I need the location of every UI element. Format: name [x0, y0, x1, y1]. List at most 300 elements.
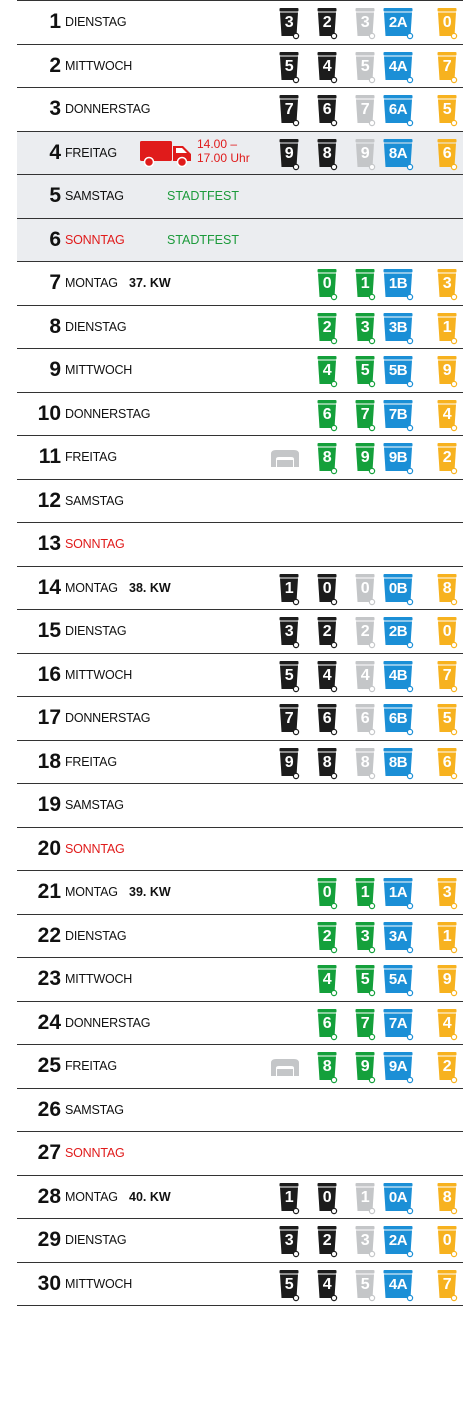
weekday-label: MITTWOCH	[65, 667, 133, 682]
day-number: 10	[37, 401, 61, 425]
gelbe-tonne-icon	[437, 443, 457, 473]
bin-district-label: 7B	[388, 405, 408, 423]
restmuell-bin-icon	[317, 1270, 337, 1300]
calendar-row	[17, 393, 463, 437]
calendar-row	[17, 1, 463, 45]
papier-bin-icon	[383, 617, 413, 647]
day-number: 5	[49, 184, 61, 208]
restmuell-bin-icon	[279, 1270, 299, 1300]
papier-bin-icon	[383, 1226, 413, 1256]
bin-district-label: 3	[284, 1232, 294, 1249]
bin-district-label: 3	[284, 623, 294, 640]
restmuell-bin-icon	[355, 52, 375, 82]
weekday-label: DONNERSTAG	[65, 406, 151, 421]
bin-district-label: 7A	[388, 1014, 408, 1032]
day-number: 29	[37, 1228, 61, 1252]
bin-district-label: 2	[322, 623, 332, 640]
calendar-row	[17, 1002, 463, 1046]
bin-district-label: 8	[442, 1188, 452, 1206]
gelbe-tonne-icon	[437, 1183, 457, 1213]
gelbe-tonne-icon	[437, 1270, 457, 1300]
collection-calendar	[17, 0, 463, 1306]
restmuell-bin-icon	[317, 52, 337, 82]
pickup-time-line: 17.00 Uhr	[197, 150, 250, 165]
calendar-row	[17, 262, 463, 306]
weekday-label: MITTWOCH	[65, 363, 133, 378]
bin-district-label: 2	[322, 318, 332, 336]
bin-district-label: 4	[442, 405, 452, 423]
bin-district-label: 0	[442, 1232, 452, 1249]
gelbe-tonne-icon	[437, 95, 457, 125]
bio-bin-icon	[317, 400, 337, 430]
calendar-row	[17, 654, 463, 698]
bio-bin-icon	[355, 878, 375, 908]
day-number: 2	[49, 53, 61, 77]
calendar-row	[17, 1263, 463, 1307]
calendar-row	[17, 306, 463, 350]
weekday-label: FREITAG	[65, 754, 117, 769]
weekday-label: SONNTAG	[65, 232, 125, 247]
bin-district-label: 3	[284, 14, 294, 31]
bin-district-label: 2	[322, 14, 332, 31]
bin-district-label: 9	[442, 971, 452, 988]
gelbe-tonne-icon	[437, 313, 457, 343]
gelbe-tonne-icon	[437, 1009, 457, 1039]
bio-bin-icon	[355, 922, 375, 952]
bin-district-label: 5A	[388, 971, 408, 988]
day-number: 4	[49, 140, 61, 164]
papier-bin-icon	[383, 704, 413, 734]
day-number: 3	[49, 97, 61, 121]
papier-bin-icon	[383, 52, 413, 82]
bin-district-label: 4	[322, 666, 332, 684]
bin-district-label: 7	[442, 57, 452, 75]
bin-district-label: 1	[360, 275, 370, 292]
calendar-row	[17, 349, 463, 393]
bin-district-label: 9	[360, 449, 370, 466]
restmuell-bin-icon	[317, 748, 337, 778]
calendar-row	[17, 132, 463, 176]
event-label: STADTFEST	[167, 189, 239, 204]
papier-bin-icon	[383, 922, 413, 952]
bin-district-label: 6	[322, 1014, 332, 1032]
restmuell-bin-icon	[355, 574, 375, 604]
weekday-label: MITTWOCH	[65, 58, 133, 73]
bin-district-label: 0	[322, 1188, 332, 1206]
bin-district-label: 7	[442, 666, 452, 684]
weekday-label: DIENSTAG	[65, 624, 127, 639]
papier-bin-icon	[383, 965, 413, 995]
calendar-row	[17, 480, 463, 524]
bin-district-label: 3	[360, 318, 370, 336]
bin-district-label: 2	[442, 1058, 452, 1075]
restmuell-bin-icon	[317, 704, 337, 734]
bio-bin-icon	[355, 269, 375, 299]
day-number: 8	[49, 314, 61, 338]
bin-district-label: 1	[442, 927, 452, 945]
weekday-label: SAMSTAG	[65, 798, 124, 813]
gelbe-tonne-icon	[437, 617, 457, 647]
weekday-label: SONNTAG	[65, 537, 125, 552]
bin-district-label: 0A	[388, 1188, 408, 1206]
bin-district-label: 0	[322, 275, 332, 292]
day-number: 18	[37, 749, 61, 773]
weekday-label: DONNERSTAG	[65, 102, 151, 117]
bin-district-label: 5	[442, 101, 452, 118]
gelbe-tonne-icon	[437, 878, 457, 908]
bin-district-label: 6	[322, 405, 332, 423]
truck-icon	[140, 141, 192, 167]
day-number: 1	[49, 10, 61, 34]
bin-district-label: 2A	[388, 1232, 408, 1249]
day-number: 27	[37, 1141, 61, 1165]
papier-bin-icon	[383, 95, 413, 125]
restmuell-bin-icon	[355, 617, 375, 647]
restmuell-bin-icon	[279, 661, 299, 691]
weekday-label: SAMSTAG	[65, 1102, 124, 1117]
bin-district-label: 4	[322, 362, 332, 379]
day-number: 21	[37, 880, 61, 904]
bin-district-label: 2	[360, 623, 370, 640]
bin-district-label: 3	[360, 14, 370, 31]
calendar-row	[17, 567, 463, 611]
papier-bin-icon	[383, 574, 413, 604]
restmuell-bin-icon	[355, 95, 375, 125]
calendar-row	[17, 828, 463, 872]
bin-district-label: 8	[322, 753, 332, 771]
bin-district-label: 3	[442, 884, 452, 901]
weekday-label: DONNERSTAG	[65, 1015, 151, 1030]
bin-district-label: 0	[322, 579, 332, 597]
bin-district-label: 4	[360, 666, 370, 684]
bin-district-label: 8	[322, 144, 332, 162]
bin-district-label: 1A	[388, 884, 408, 901]
weekday-label: DIENSTAG	[65, 15, 127, 30]
papier-bin-icon	[383, 1270, 413, 1300]
gelbe-tonne-icon	[437, 1226, 457, 1256]
bin-district-label: 6	[322, 101, 332, 118]
bio-bin-icon	[317, 965, 337, 995]
gelbe-tonne-icon	[437, 356, 457, 386]
bio-bin-icon	[355, 400, 375, 430]
restmuell-bin-icon	[279, 139, 299, 169]
day-number: 20	[37, 836, 61, 860]
bin-district-label: 6	[442, 144, 452, 162]
papier-bin-icon	[383, 661, 413, 691]
bin-district-label: 1	[360, 884, 370, 901]
bin-district-label: 5	[284, 1275, 294, 1293]
bio-bin-icon	[355, 1009, 375, 1039]
restmuell-bin-icon	[355, 1183, 375, 1213]
restmuell-bin-icon	[355, 661, 375, 691]
bin-district-label: 6B	[388, 710, 408, 727]
restmuell-bin-icon	[355, 1226, 375, 1256]
calendar-week: 38. KW	[129, 580, 171, 595]
bin-district-label: 0B	[388, 579, 408, 597]
day-number: 19	[37, 793, 61, 817]
gelbe-tonne-icon	[437, 661, 457, 691]
calendar-row	[17, 784, 463, 828]
day-number: 23	[37, 967, 61, 991]
calendar-row	[17, 88, 463, 132]
day-number: 25	[37, 1054, 61, 1078]
restmuell-bin-icon	[317, 574, 337, 604]
bio-bin-icon	[355, 443, 375, 473]
pickup-time	[197, 137, 250, 165]
bin-district-label: 1	[284, 579, 294, 597]
day-number: 30	[37, 1271, 61, 1295]
weekday-label: FREITAG	[65, 1059, 117, 1074]
calendar-row	[17, 175, 463, 219]
bin-district-label: 3A	[388, 927, 408, 945]
weekday-label: DIENSTAG	[65, 928, 127, 943]
papier-bin-icon	[383, 878, 413, 908]
bio-bin-icon	[317, 443, 337, 473]
weekday-label: DIENSTAG	[65, 1233, 127, 1248]
weekday-label: SONNTAG	[65, 841, 125, 856]
restmuell-bin-icon	[317, 617, 337, 647]
gelbe-tonne-icon	[437, 922, 457, 952]
restmuell-bin-icon	[317, 8, 337, 38]
bin-district-label: 4	[322, 1275, 332, 1293]
bin-district-label: 8	[360, 753, 370, 771]
weekday-label: FREITAG	[65, 145, 117, 160]
bin-district-label: 5	[360, 57, 370, 75]
sperrmuell-sofa-icon	[269, 449, 301, 469]
bin-district-label: 2	[442, 449, 452, 466]
restmuell-bin-icon	[279, 95, 299, 125]
gelbe-tonne-icon	[437, 269, 457, 299]
bin-district-label: 8	[442, 579, 452, 597]
weekday-label: FREITAG	[65, 450, 117, 465]
bin-district-label: 0	[442, 623, 452, 640]
bin-district-label: 7	[284, 710, 294, 727]
bin-district-label: 3B	[388, 318, 408, 336]
event-label: STADTFEST	[167, 232, 239, 247]
gelbe-tonne-icon	[437, 400, 457, 430]
bin-district-label: 2B	[388, 623, 408, 640]
bin-district-label: 9	[360, 144, 370, 162]
papier-bin-icon	[383, 8, 413, 38]
weekday-label: MONTAG	[65, 276, 118, 291]
bin-district-label: 3	[442, 275, 452, 292]
weekday-label: MITTWOCH	[65, 972, 133, 987]
day-number: 17	[37, 706, 61, 730]
bio-bin-icon	[317, 1052, 337, 1082]
bin-district-label: 6	[360, 710, 370, 727]
pickup-time-line: 14.00 –	[197, 136, 238, 151]
day-number: 7	[49, 271, 61, 295]
bin-district-label: 9B	[388, 449, 408, 466]
bin-district-label: 9	[360, 1058, 370, 1075]
calendar-row	[17, 1132, 463, 1176]
weekday-label: SONNTAG	[65, 1146, 125, 1161]
bin-district-label: 9A	[388, 1058, 408, 1075]
bin-district-label: 1	[284, 1188, 294, 1206]
papier-bin-icon	[383, 443, 413, 473]
weekday-label: SAMSTAG	[65, 493, 124, 508]
bin-district-label: 9	[442, 362, 452, 379]
bin-district-label: 7	[442, 1275, 452, 1293]
papier-bin-icon	[383, 313, 413, 343]
bio-bin-icon	[317, 1009, 337, 1039]
bio-bin-icon	[355, 356, 375, 386]
calendar-row	[17, 1045, 463, 1089]
day-number: 28	[37, 1184, 61, 1208]
day-number: 22	[37, 923, 61, 947]
day-number: 16	[37, 662, 61, 686]
bin-district-label: 5	[360, 1275, 370, 1293]
bin-district-label: 9	[284, 753, 294, 771]
bin-district-label: 2	[322, 927, 332, 945]
restmuell-bin-icon	[279, 704, 299, 734]
day-number: 11	[38, 445, 61, 469]
bin-district-label: 5	[284, 57, 294, 75]
calendar-row	[17, 958, 463, 1002]
bin-district-label: 1B	[388, 275, 408, 292]
calendar-row	[17, 436, 463, 480]
bin-district-label: 4A	[388, 57, 408, 75]
restmuell-bin-icon	[279, 748, 299, 778]
restmuell-bin-icon	[317, 95, 337, 125]
bin-district-label: 5B	[388, 362, 408, 379]
bin-district-label: 7	[360, 405, 370, 423]
bio-bin-icon	[317, 878, 337, 908]
bin-district-label: 0	[360, 579, 370, 597]
bin-district-label: 8B	[388, 753, 408, 771]
restmuell-bin-icon	[317, 661, 337, 691]
bin-district-label: 8	[322, 449, 332, 466]
bin-district-label: 9	[284, 144, 294, 162]
calendar-row	[17, 219, 463, 263]
restmuell-bin-icon	[279, 1226, 299, 1256]
bin-district-label: 6A	[388, 101, 408, 118]
papier-bin-icon	[383, 1183, 413, 1213]
weekday-label: MONTAG	[65, 1189, 118, 1204]
bio-bin-icon	[355, 965, 375, 995]
restmuell-bin-icon	[279, 1183, 299, 1213]
bin-district-label: 4A	[388, 1275, 408, 1293]
bin-district-label: 1	[442, 318, 452, 336]
bin-district-label: 8	[322, 1058, 332, 1075]
restmuell-bin-icon	[355, 748, 375, 778]
bin-district-label: 4	[322, 57, 332, 75]
restmuell-bin-icon	[355, 8, 375, 38]
weekday-label: MONTAG	[65, 885, 118, 900]
papier-bin-icon	[383, 748, 413, 778]
gelbe-tonne-icon	[437, 52, 457, 82]
day-number: 6	[49, 227, 61, 251]
bin-district-label: 7	[360, 101, 370, 118]
restmuell-bin-icon	[355, 1270, 375, 1300]
restmuell-bin-icon	[317, 1183, 337, 1213]
day-number: 15	[37, 619, 61, 643]
calendar-row	[17, 45, 463, 89]
weekday-label: SAMSTAG	[65, 189, 124, 204]
bin-district-label: 4	[322, 971, 332, 988]
gelbe-tonne-icon	[437, 1052, 457, 1082]
gelbe-tonne-icon	[437, 8, 457, 38]
bin-district-label: 6	[322, 710, 332, 727]
day-number: 14	[37, 575, 61, 599]
calendar-row	[17, 610, 463, 654]
restmuell-bin-icon	[355, 704, 375, 734]
gelbe-tonne-icon	[437, 704, 457, 734]
papier-bin-icon	[383, 1009, 413, 1039]
calendar-row	[17, 741, 463, 785]
calendar-week: 40. KW	[129, 1189, 171, 1204]
bin-district-label: 4B	[388, 666, 408, 684]
gelbe-tonne-icon	[437, 574, 457, 604]
gelbe-tonne-icon	[437, 139, 457, 169]
day-number: 12	[37, 488, 61, 512]
bin-district-label: 4	[442, 1014, 452, 1032]
bio-bin-icon	[355, 1052, 375, 1082]
gelbe-tonne-icon	[437, 748, 457, 778]
weekday-label: MITTWOCH	[65, 1276, 133, 1291]
calendar-row	[17, 523, 463, 567]
calendar-row	[17, 1219, 463, 1263]
restmuell-bin-icon	[279, 8, 299, 38]
restmuell-bin-icon	[317, 139, 337, 169]
bin-district-label: 7	[360, 1014, 370, 1032]
papier-bin-icon	[383, 269, 413, 299]
calendar-week: 37. KW	[129, 276, 171, 291]
day-number: 13	[37, 532, 61, 556]
papier-bin-icon	[383, 139, 413, 169]
restmuell-bin-icon	[279, 617, 299, 647]
bin-district-label: 5	[360, 362, 370, 379]
calendar-row	[17, 915, 463, 959]
bio-bin-icon	[317, 313, 337, 343]
weekday-label: MONTAG	[65, 580, 118, 595]
bin-district-label: 0	[322, 884, 332, 901]
calendar-row	[17, 697, 463, 741]
day-number: 24	[37, 1010, 61, 1034]
papier-bin-icon	[383, 400, 413, 430]
restmuell-bin-icon	[355, 139, 375, 169]
papier-bin-icon	[383, 356, 413, 386]
bin-district-label: 3	[360, 1232, 370, 1249]
bin-district-label: 1	[360, 1188, 370, 1206]
weekday-label: DONNERSTAG	[65, 711, 151, 726]
bio-bin-icon	[317, 922, 337, 952]
bin-district-label: 7	[284, 101, 294, 118]
sperrmuell-sofa-icon	[269, 1058, 301, 1078]
calendar-week: 39. KW	[129, 885, 171, 900]
bin-district-label: 2A	[388, 14, 408, 31]
bin-district-label: 8A	[388, 144, 408, 162]
bio-bin-icon	[355, 313, 375, 343]
papier-bin-icon	[383, 1052, 413, 1082]
bin-district-label: 6	[442, 753, 452, 771]
bin-district-label: 3	[360, 927, 370, 945]
bin-district-label: 5	[360, 971, 370, 988]
restmuell-bin-icon	[317, 1226, 337, 1256]
day-number: 26	[37, 1097, 61, 1121]
calendar-row	[17, 871, 463, 915]
calendar-row	[17, 1089, 463, 1133]
bin-district-label: 5	[284, 666, 294, 684]
day-number: 9	[49, 358, 61, 382]
restmuell-bin-icon	[279, 574, 299, 604]
calendar-row	[17, 1176, 463, 1220]
bio-bin-icon	[317, 269, 337, 299]
restmuell-bin-icon	[279, 52, 299, 82]
bin-district-label: 2	[322, 1232, 332, 1249]
weekday-label: DIENSTAG	[65, 319, 127, 334]
gelbe-tonne-icon	[437, 965, 457, 995]
